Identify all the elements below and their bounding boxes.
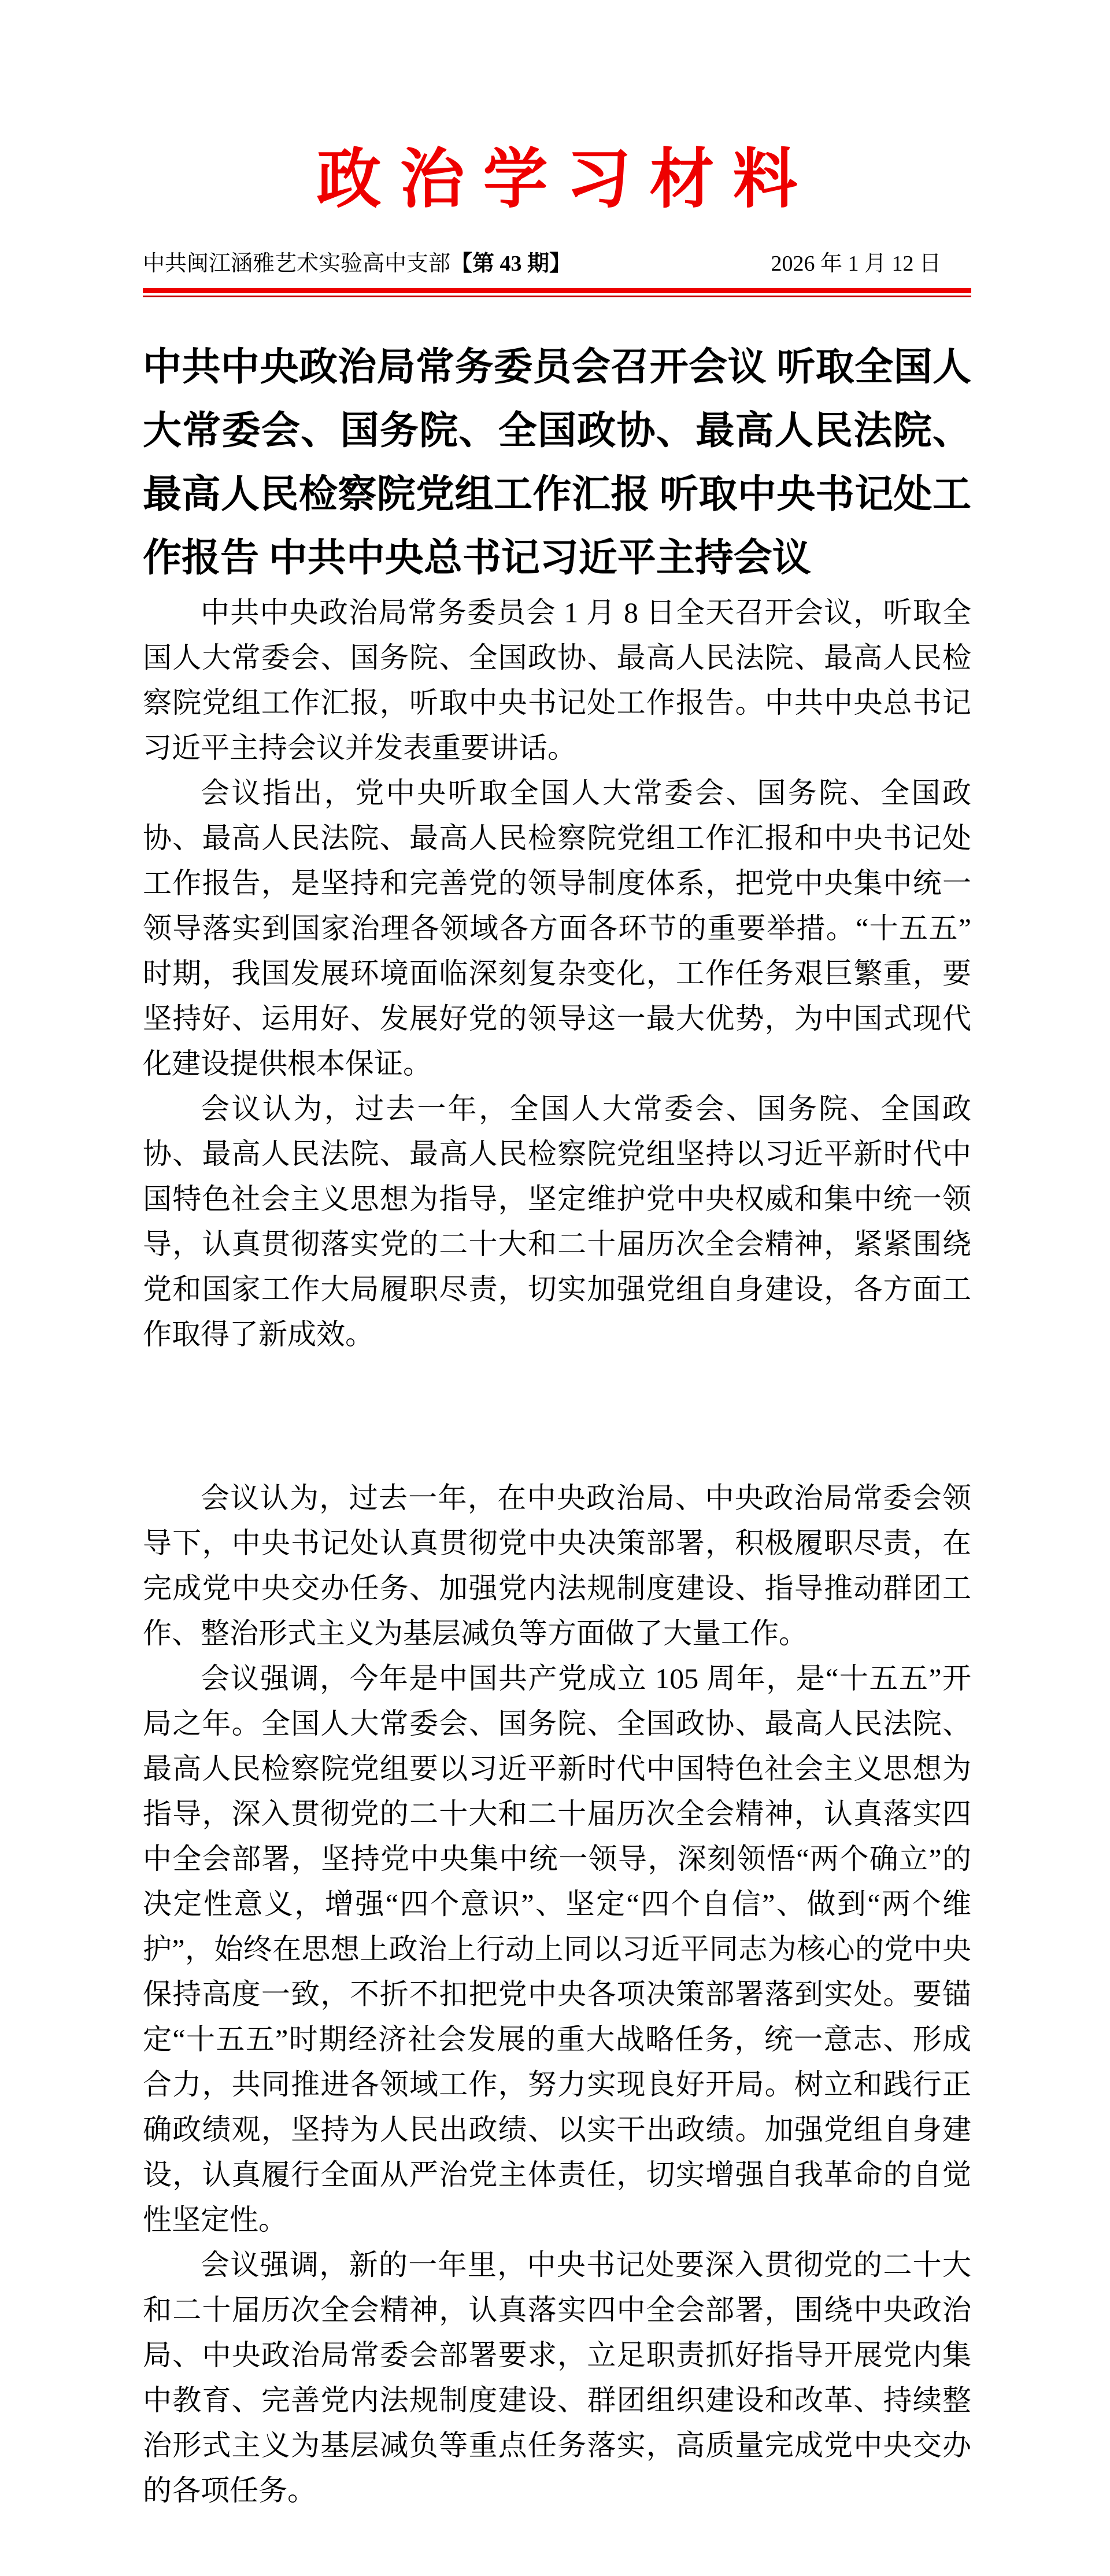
issue-number: 【第 43 期】: [450, 251, 572, 276]
issuer-block: [143, 250, 571, 278]
issuer-name: 中共闽江涵雅艺术实验高中支部: [143, 251, 451, 276]
article-body: [143, 590, 971, 2513]
issue-info-row: [143, 250, 971, 278]
masthead-title: 政治学习材料: [316, 144, 816, 216]
divider-thin-line: [143, 296, 971, 297]
issue-date: 2026 年 1 月 12 日: [771, 251, 941, 276]
body-paragraph: 中共中央政治局常务委员会 1 月 8 日全天召开会议，听取全国人大常委会、国务院、全国政协、最高人民法院、最高人民检察院党组工作汇报，听取中央书记处工作报告。中共中央总书记习近平主持会议并发表重要讲话。: [143, 596, 971, 765]
document-content: [143, 0, 971, 2513]
body-paragraph: 会议强调，新的一年里，中央书记处要深入贯彻党的二十大和二十届历次全会精神，认真落实四中全会部署，围绕中央政治局、中央政治局常委会部署要求，立足职责抓好指导开展党内集中教育、完善党内法规制度建设、群团组织建设和改革、持续整治形式主义为基层减负等重点任务落实，高质量完成党中央交办的各项任务。: [143, 2249, 971, 2507]
header-divider: [143, 288, 971, 297]
body-paragraph: 会议认为，过去一年，全国人大常委会、国务院、全国政协、最高人民法院、最高人民检察院党组坚持以习近平新时代中国特色社会主义思想为指导，坚定维护党中央权威和集中统一领导，认真贯彻落实党的二十大和二十届历次全会精神，紧紧围绕党和国家工作大局履职尽责，切实加强党组自身建设，各方面工作取得了新成效。: [143, 1093, 971, 1351]
divider-thick-line: [143, 288, 971, 293]
masthead: [143, 0, 971, 215]
body-paragraph: 会议认为，过去一年，在中央政治局、中央政治局常委会领导下，中央书记处认真贯彻党中央决策部署，积极履职尽责，在完成党中央交办任务、加强党内法规制度建设、指导推动群团工作、整治形式主义为基层减负等方面做了大量工作。: [143, 1482, 971, 1650]
page-break-gap: [143, 1357, 971, 1475]
body-paragraph: 会议强调，今年是中国共产党成立 105 周年，是“十五五”开局之年。全国人大常委会、国务院、全国政协、最高人民法院、最高人民检察院党组要以习近平新时代中国特色社会主义思想为指导，深入贯彻党的二十大和二十届历次全会精神，认真落实四中全会部署，坚持党中央集中统一领导，深刻领悟“两个确立”的决定性意义，增强“四个意识”、坚定“四个自信”、做到“两个维护”，始终在思想上政治上行动上同以习近平同志为核心的党中央保持高度一致，不折不扣把党中央各项决策部署落到实处。要锚定“十五五”时期经济社会发展的重大战略任务，统一意志、形成合力，共同推进各领域工作，努力实现良好开局。树立和践行正确政绩观，坚持为人民出政绩、以实干出政绩。加强党组自身建设，认真履行全面从严治党主体责任，切实增强自我革命的自觉性坚定性。: [143, 1662, 971, 2237]
article-headline: 中共中央政治局常务委员会召开会议 听取全国人大常委会、国务院、全国政协、最高人民法院、最高人民检察院党组工作汇报 听取中央书记处工作报告 中共中央总书记习近平主持会议: [143, 346, 971, 580]
body-paragraph: 会议指出，党中央听取全国人大常委会、国务院、全国政协、最高人民法院、最高人民检察院党组工作汇报和中央书记处工作报告，是坚持和完善党的领导制度体系，把党中央集中统一领导落实到国家治理各领域各方面各环节的重要举措。“十五五”时期，我国发展环境面临深刻复杂变化，工作任务艰巨繁重，要坚持好、运用好、发展好党的领导这一最大优势，为中国式现代化建设提供根本保证。: [143, 777, 971, 1080]
